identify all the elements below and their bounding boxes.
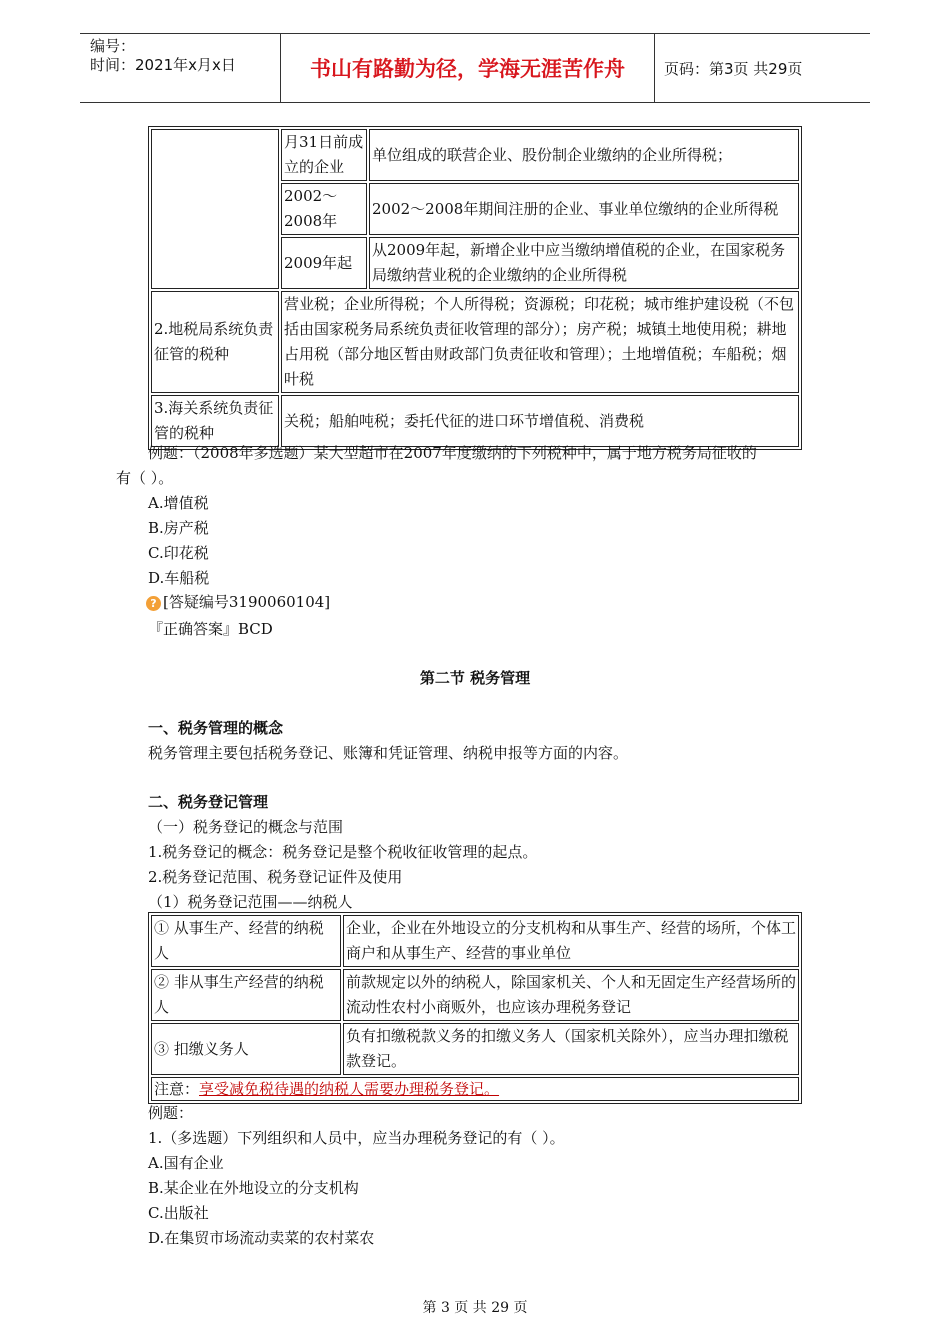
example1-answer: 『正确答案』BCD bbox=[148, 620, 273, 638]
table-row bbox=[151, 1077, 799, 1101]
table-cell bbox=[151, 129, 279, 289]
table-cell: 2009年起 bbox=[281, 237, 367, 289]
table-cell: 单位组成的联营企业、股份制企业缴纳的企业所得税； bbox=[369, 129, 799, 181]
example2-option: B.某企业在外地设立的分支机构 bbox=[148, 1179, 359, 1197]
tax-authority-table bbox=[148, 126, 802, 450]
table-cell: ③ 扣缴义务人 bbox=[151, 1023, 341, 1075]
example1-option: C.印花税 bbox=[148, 544, 209, 562]
example2-option: C.出版社 bbox=[148, 1204, 209, 1222]
note-link[interactable]: 享受减免税待遇的纳税人需要办理税务登记。 bbox=[199, 1080, 500, 1098]
table-cell: 负有扣缴税款义务的扣缴义务人（国家机关除外），应当办理扣缴税款登记。 bbox=[343, 1023, 799, 1075]
question-icon[interactable]: ? bbox=[146, 596, 161, 611]
table-cell: 前款规定以外的纳税人，除国家机关、个人和无固定生产经营场所的流动性农村小商贩外，也应该办理税务登记 bbox=[343, 969, 799, 1021]
table-cell: 关税；船舶吨税；委托代征的进口环节增值税、消费税 bbox=[281, 395, 799, 447]
table-cell: 3.海关系统负责征管的税种 bbox=[151, 395, 279, 447]
time-label: 时间：2021年x月x日 bbox=[90, 56, 236, 74]
table-cell: 2002～2008年期间注册的企业、事业单位缴纳的企业所得税 bbox=[369, 183, 799, 235]
table-row bbox=[151, 1023, 799, 1075]
table-cell: 2.地税局系统负责征管的税种 bbox=[151, 291, 279, 393]
subheading: （一）税务登记的概念与范围 bbox=[148, 818, 344, 836]
heading-concept: 一、税务管理的概念 bbox=[148, 719, 284, 737]
subheading: 1.税务登记的概念：税务登记是整个税收征收管理的起点。 bbox=[148, 843, 538, 861]
example1-option: D.车船税 bbox=[148, 569, 210, 587]
example2-question: 1.（多选题）下列组织和人员中，应当办理税务登记的有（ ）。 bbox=[148, 1129, 565, 1147]
table-cell: 2002～2008年 bbox=[281, 183, 367, 235]
heading-registration: 二、税务登记管理 bbox=[148, 793, 269, 811]
header-motto: 书山有路勤为径，学海无涯苦作舟 bbox=[281, 34, 655, 102]
example2-label: 例题： bbox=[148, 1104, 194, 1122]
table-row bbox=[151, 395, 799, 447]
registration-scope-table bbox=[148, 912, 802, 1104]
table-cell: 企业，企业在外地设立的分支机构和从事生产、经营的场所，个体工商户和从事生产、经营的事业单位 bbox=[343, 915, 799, 967]
table-row bbox=[151, 129, 799, 181]
section-title: 第二节 税务管理 bbox=[419, 669, 531, 687]
table-row bbox=[151, 291, 799, 393]
example1-question: 例题：（2008年多选题）某大型超市在2007年度缴纳的下列税种中，属于地方税务局征收的 bbox=[148, 444, 757, 462]
example1-option: A.增值税 bbox=[148, 494, 209, 512]
number-label: 编号： bbox=[90, 37, 136, 55]
header-page-info: 页码：第3页 共29页 bbox=[664, 59, 803, 78]
page-footer: 第 3 页 共 29 页 bbox=[422, 1300, 528, 1316]
table-cell: 从2009年起，新增企业中应当缴纳增值税的企业，在国家税务局缴纳营业税的企业缴纳的企业所得税 bbox=[369, 237, 799, 289]
table-row bbox=[151, 915, 799, 967]
table-cell: 月31日前成立的企业 bbox=[281, 129, 367, 181]
subheading: 2.税务登记范围、税务登记证件及使用 bbox=[148, 868, 403, 886]
table-cell: ② 非从事生产经营的纳税人 bbox=[151, 969, 341, 1021]
note-label: 注意： bbox=[154, 1080, 200, 1098]
example1-option: B.房产税 bbox=[148, 519, 209, 537]
page-header bbox=[80, 33, 870, 103]
table-cell: 营业税；企业所得税；个人所得税；资源税；印花税；城市维护建设税（不包括由国家税务局系统负责征收管理的部分）；房产税；城镇土地使用税；耕地占用税（部分地区暂由财政部门负责征收和管理）；土地增值税；车船税；烟叶税 bbox=[281, 291, 799, 393]
example2-option: A.国有企业 bbox=[148, 1154, 224, 1172]
example1-ref-line bbox=[146, 590, 330, 615]
table-row bbox=[151, 969, 799, 1021]
table-cell bbox=[151, 1077, 799, 1101]
subheading: （1）税务登记范围——纳税人 bbox=[148, 893, 353, 911]
header-meta bbox=[80, 34, 281, 102]
answer-ref: [答疑编号3190060104] bbox=[163, 593, 331, 611]
table-cell: ① 从事生产、经营的纳税人 bbox=[151, 915, 341, 967]
example2-option: D.在集贸市场流动卖菜的农村菜农 bbox=[148, 1229, 375, 1247]
paragraph-concept: 税务管理主要包括税务登记、账簿和凭证管理、纳税申报等方面的内容。 bbox=[148, 744, 629, 762]
example1-question-cont: 有（ ）。 bbox=[116, 469, 174, 487]
